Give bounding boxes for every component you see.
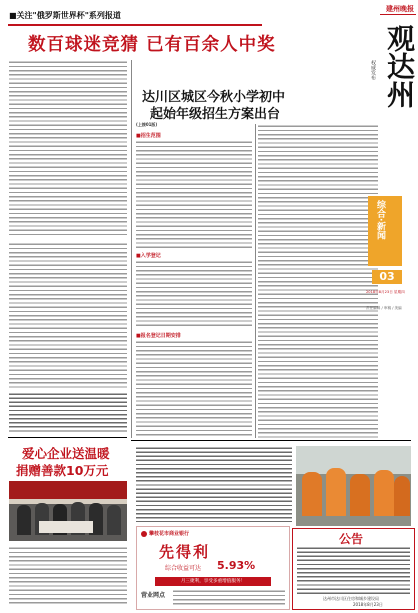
lead-body-bold-block <box>9 392 127 432</box>
lead-body-col1 <box>9 60 127 238</box>
section-label: 综合·新闻 <box>375 200 385 240</box>
notice-body <box>297 546 410 594</box>
masthead-rule <box>380 14 416 15</box>
school-section-2: ■入学登记 <box>136 253 161 259</box>
volunteers-photo <box>296 446 411 526</box>
col-divider-1 <box>131 60 132 438</box>
ad-product: 先得利 <box>159 543 211 561</box>
school-section-3: ■报名登记日期安排 <box>136 333 181 339</box>
lower-article-body <box>136 446 292 522</box>
left-rule <box>8 437 127 438</box>
notice-signature: 达州市达川区住房和城乡建设局 <box>323 596 379 601</box>
bank-name: 攀枝花市商业银行 <box>149 531 190 537</box>
issue-date: 2018年8月23日 星期四 <box>366 290 405 294</box>
bank-logo-icon <box>141 531 147 537</box>
ad-note: 月三捷利，享受多重增值服务！ <box>155 577 271 586</box>
donation-headline-2: 捐赠善款10万元 <box>16 463 109 478</box>
school-headline-2: 起始年级招生方案出台 <box>150 107 281 122</box>
school-headline-1: 达川区城区今秋小学初中 <box>142 90 286 105</box>
notice-date: 2018年8月23日 <box>353 602 383 607</box>
column-label: 权威发布 <box>370 60 376 80</box>
paper-name: 建州晚报 <box>386 5 414 13</box>
school-intro: (上接01版) <box>136 122 158 127</box>
top-rule <box>8 24 262 26</box>
editors-line: 责任编辑 / 审稿 / 美编 <box>366 306 402 310</box>
lead-body-col2 <box>9 242 127 390</box>
school-body-c1b <box>136 260 252 328</box>
donation-photo <box>9 481 127 541</box>
school-body-c2 <box>258 124 378 438</box>
lead-kicker: ■关注"俄罗斯世界杯"系列报道 <box>9 11 121 20</box>
page-number: 03 <box>372 270 402 284</box>
masthead-strip <box>366 0 418 440</box>
notice-title: 公告 <box>339 532 364 546</box>
ad-tagline: 营业网点 <box>141 592 166 599</box>
center-rule <box>131 440 411 441</box>
donation-body <box>9 546 127 606</box>
school-section-1: ■招生范围 <box>136 133 161 139</box>
ad-subtitle: 综合收益可达 <box>165 565 202 572</box>
donation-headline-1: 爱心企业送温暖 <box>22 446 110 461</box>
right-column-title: 观达州 <box>383 24 416 108</box>
col-divider-2 <box>255 124 256 438</box>
lead-headline: 数百球迷竞猜 已有百余人中奖 <box>28 35 276 55</box>
school-body-c1a <box>136 140 252 248</box>
ad-rate: 5.93% <box>217 559 256 572</box>
school-body-c1c <box>136 340 252 438</box>
notice-box <box>292 528 415 610</box>
ad-branches <box>173 589 285 607</box>
bank-ad <box>136 526 290 610</box>
